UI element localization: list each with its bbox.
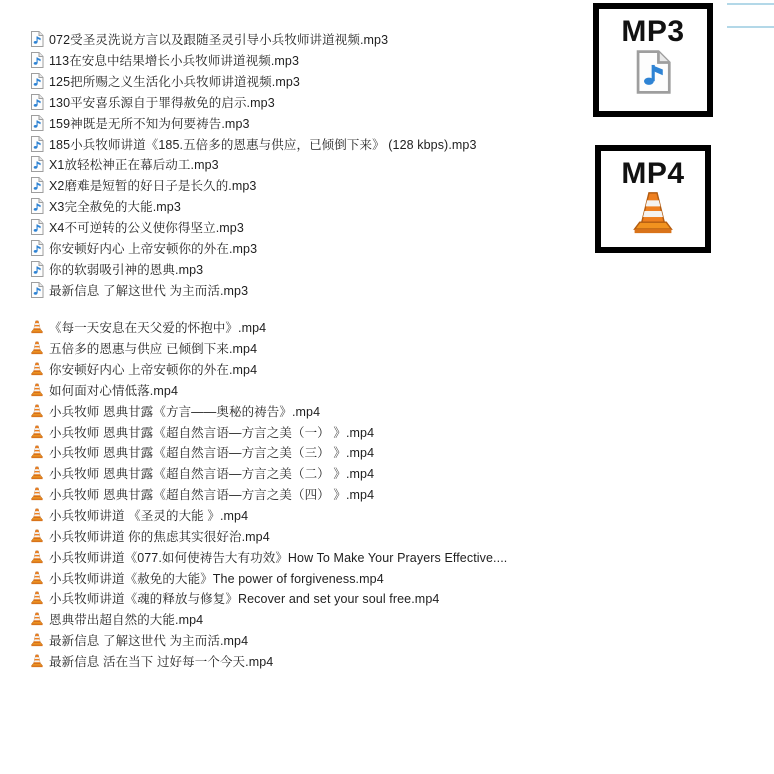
- file-name: 113在安息中结果增长小兵牧师讲道视频.mp3: [49, 54, 300, 69]
- file-name: 恩典带出超自然的大能.mp4: [49, 613, 204, 628]
- file-name: 125把所赐之义生活化小兵牧师讲道视频.mp3: [49, 75, 300, 90]
- music-note-file-icon: [30, 261, 44, 277]
- file-row[interactable]: [30, 546, 507, 567]
- music-note-file-icon: [30, 240, 44, 256]
- vlc-cone-icon: [30, 611, 44, 627]
- music-note-file-icon: [30, 73, 44, 89]
- file-row[interactable]: [30, 442, 507, 463]
- file-name: 小兵牧师 恩典甘露《方言——奥秘的祷告》.mp4: [49, 404, 321, 419]
- file-name: 小兵牧师 恩典甘露《超自然言语—方言之美（一） 》.mp4: [49, 425, 375, 440]
- file-row[interactable]: [30, 588, 507, 609]
- vlc-cone-icon: [30, 382, 44, 398]
- file-row[interactable]: [30, 154, 477, 175]
- file-name: 《每一天安息在天父爱的怀抱中》.mp4: [49, 321, 267, 336]
- music-note-file-icon: [30, 94, 44, 110]
- file-row[interactable]: [30, 175, 477, 196]
- mp3-badge-label: MP3: [621, 15, 685, 48]
- mp4-file-list: [30, 317, 507, 671]
- mp4-badge-label: MP4: [621, 157, 685, 190]
- file-name: X1放轻松神正在幕后动工.mp3: [49, 158, 219, 173]
- music-note-file-icon: [30, 115, 44, 131]
- file-name: 你安顿好内心 上帝安顿你的外在.mp3: [49, 241, 258, 256]
- divider-line: [727, 26, 774, 28]
- vlc-cone-icon: [30, 424, 44, 440]
- vlc-cone-icon: [30, 403, 44, 419]
- divider-line: [727, 3, 774, 5]
- file-row[interactable]: [30, 421, 507, 442]
- file-row[interactable]: [30, 71, 477, 92]
- file-row[interactable]: [30, 338, 507, 359]
- file-row[interactable]: [30, 463, 507, 484]
- file-row[interactable]: [30, 317, 507, 338]
- music-note-file-icon: [30, 282, 44, 298]
- mp3-format-badge: [593, 3, 713, 117]
- file-row[interactable]: [30, 651, 507, 672]
- file-name: 小兵牧师讲道《魂的释放与修复》Recover and set your soul free.mp4: [49, 592, 440, 607]
- file-row[interactable]: [30, 133, 477, 154]
- file-name: 小兵牧师讲道 你的焦虑其实很好治.mp4: [49, 529, 270, 544]
- file-name: 130平安喜乐源自于罪得赦免的启示.mp3: [49, 95, 275, 110]
- vlc-cone-icon: [629, 190, 677, 236]
- vlc-cone-icon: [30, 653, 44, 669]
- file-name: 小兵牧师讲道《赦免的大能》The power of forgiveness.mp4: [49, 571, 384, 586]
- file-name: 你安顿好内心 上帝安顿你的外在.mp4: [49, 363, 258, 378]
- vlc-cone-icon: [30, 632, 44, 648]
- music-note-file-icon: [30, 219, 44, 235]
- vlc-cone-icon: [30, 528, 44, 544]
- file-name: 如何面对心情低落.mp4: [49, 383, 178, 398]
- music-note-file-icon: [30, 177, 44, 193]
- file-name: 最新信息 活在当下 过好每一个今天.mp4: [49, 654, 274, 669]
- file-row[interactable]: [30, 359, 507, 380]
- file-name: 小兵牧师讲道《077.如何使祷告大有功效》How To Make Your Prayers Effective....: [49, 550, 508, 565]
- file-name: 小兵牧师 恩典甘露《超自然言语—方言之美（二） 》.mp4: [49, 467, 375, 482]
- file-row[interactable]: [30, 505, 507, 526]
- file-name: 你的软弱吸引神的恩典.mp3: [49, 262, 204, 277]
- music-note-file-icon: [30, 136, 44, 152]
- file-name: X4不可逆转的公义使你得坚立.mp3: [49, 221, 244, 236]
- music-note-file-icon: [634, 49, 672, 95]
- file-row[interactable]: [30, 258, 477, 279]
- mp4-format-badge: [595, 145, 711, 253]
- file-name: 小兵牧师 恩典甘露《超自然言语—方言之美（三） 》.mp4: [49, 446, 375, 461]
- file-name: X2磨难是短暂的好日子是长久的.mp3: [49, 179, 257, 194]
- file-name: X3完全赦免的大能.mp3: [49, 200, 181, 215]
- file-name: 159神既是无所不知为何要祷告.mp3: [49, 116, 250, 131]
- file-row[interactable]: [30, 279, 477, 300]
- file-row[interactable]: [30, 217, 477, 238]
- file-name: 072受圣灵洗说方言以及跟随圣灵引导小兵牧师讲道视频.mp3: [49, 33, 389, 48]
- file-row[interactable]: [30, 609, 507, 630]
- music-note-file-icon: [30, 52, 44, 68]
- music-note-file-icon: [30, 31, 44, 47]
- file-row[interactable]: [30, 484, 507, 505]
- file-name: 185小兵牧师讲道《185.五倍多的恩惠与供应，已倾倒下来》 (128 kbps).mp3: [49, 137, 477, 152]
- file-name: 小兵牧师讲道 《圣灵的大能 》.mp4: [49, 509, 249, 524]
- file-name: 最新信息 了解这世代 为主而活.mp4: [49, 634, 249, 649]
- file-row[interactable]: [30, 525, 507, 546]
- vlc-cone-icon: [30, 465, 44, 481]
- file-row[interactable]: [30, 380, 507, 401]
- file-name: 最新信息 了解这世代 为主而活.mp3: [49, 283, 249, 298]
- music-note-file-icon: [30, 156, 44, 172]
- file-row[interactable]: [30, 50, 477, 71]
- file-row[interactable]: [30, 567, 507, 588]
- file-name: 五倍多的恩惠与供应 已倾倒下来.mp4: [49, 342, 258, 357]
- vlc-cone-icon: [30, 361, 44, 377]
- vlc-cone-icon: [30, 507, 44, 523]
- file-row[interactable]: [30, 92, 477, 113]
- vlc-cone-icon: [30, 570, 44, 586]
- vlc-cone-icon: [30, 486, 44, 502]
- file-row[interactable]: [30, 196, 477, 217]
- vlc-cone-icon: [30, 319, 44, 335]
- mp3-file-list: [30, 29, 477, 300]
- file-row[interactable]: [30, 630, 507, 651]
- file-row[interactable]: [30, 112, 477, 133]
- file-row[interactable]: [30, 29, 477, 50]
- vlc-cone-icon: [30, 549, 44, 565]
- file-row[interactable]: [30, 400, 507, 421]
- vlc-cone-icon: [30, 590, 44, 606]
- vlc-cone-icon: [30, 444, 44, 460]
- vlc-cone-icon: [30, 340, 44, 356]
- file-row[interactable]: [30, 237, 477, 258]
- music-note-file-icon: [30, 198, 44, 214]
- file-name: 小兵牧师 恩典甘露《超自然言语—方言之美（四） 》.mp4: [49, 488, 375, 503]
